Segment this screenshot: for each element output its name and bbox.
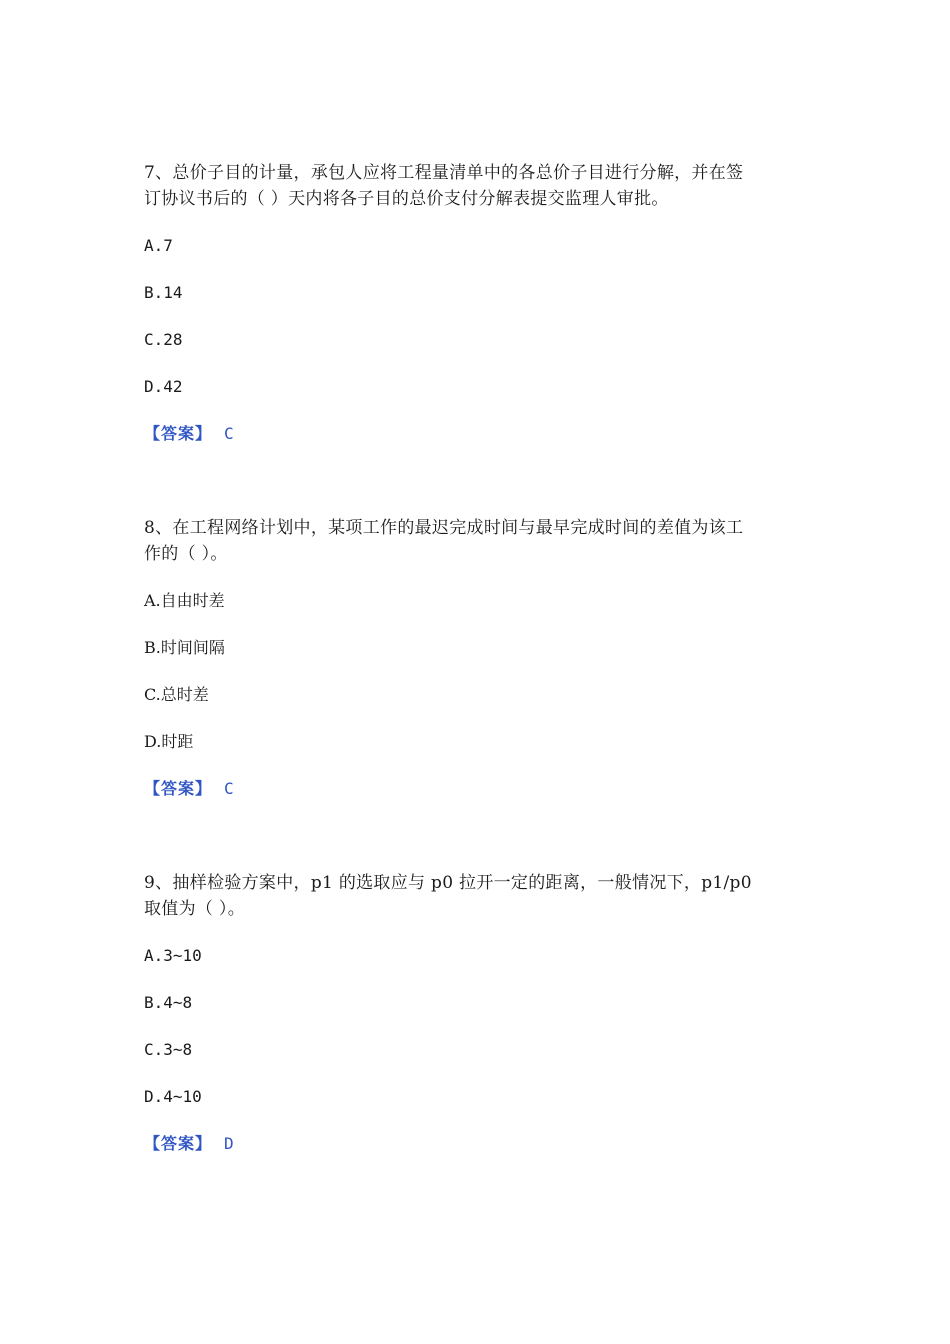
- question-stem-line: 8、在工程网络计划中，某项工作的最迟完成时间与最早完成时间的差值为该工: [144, 518, 744, 538]
- option-d: D.42: [144, 377, 183, 396]
- question-stem: [144, 515, 814, 567]
- option-b: B.时间间隔: [144, 638, 225, 657]
- question-stem-line: 9、抽样检验方案中，p1 的选取应与 p0 拉开一定的距离，一般情况下，p1/p0: [144, 873, 752, 893]
- question-stem: [144, 160, 814, 212]
- answer-value: D: [224, 1134, 234, 1153]
- answer-value: C: [224, 779, 234, 798]
- question-stem-line: 取值为（ ）。: [144, 899, 246, 919]
- answer-value: C: [224, 424, 234, 443]
- question-stem: [144, 870, 814, 922]
- option-a: A.自由时差: [144, 591, 225, 610]
- question-9: [144, 870, 814, 1153]
- option-a: A.7: [144, 236, 173, 255]
- option-c: C.总时差: [144, 685, 209, 704]
- option-d: D.时距: [144, 732, 194, 751]
- question-8: [144, 515, 814, 798]
- option-a: A.3~10: [144, 946, 202, 965]
- answer-label: 【答案】: [144, 424, 213, 443]
- answer-line: [144, 779, 234, 799]
- option-c: C.28: [144, 330, 183, 349]
- answer-label: 【答案】: [144, 779, 213, 798]
- question-7: [144, 160, 814, 443]
- option-b: B.14: [144, 283, 183, 302]
- answer-line: [144, 424, 234, 444]
- question-stem-line: 7、总价子目的计量，承包人应将工程量清单中的各总价子目进行分解，并在签: [144, 163, 744, 183]
- question-stem-line: 作的（ ）。: [144, 544, 228, 564]
- option-c: C.3~8: [144, 1040, 193, 1059]
- question-stem-line: 订协议书后的（ ）天内将各子目的总价支付分解表提交监理人审批。: [144, 189, 669, 209]
- answer-label: 【答案】: [144, 1134, 213, 1153]
- answer-line: [144, 1134, 234, 1154]
- option-b: B.4~8: [144, 993, 193, 1012]
- option-d: D.4~10: [144, 1087, 202, 1106]
